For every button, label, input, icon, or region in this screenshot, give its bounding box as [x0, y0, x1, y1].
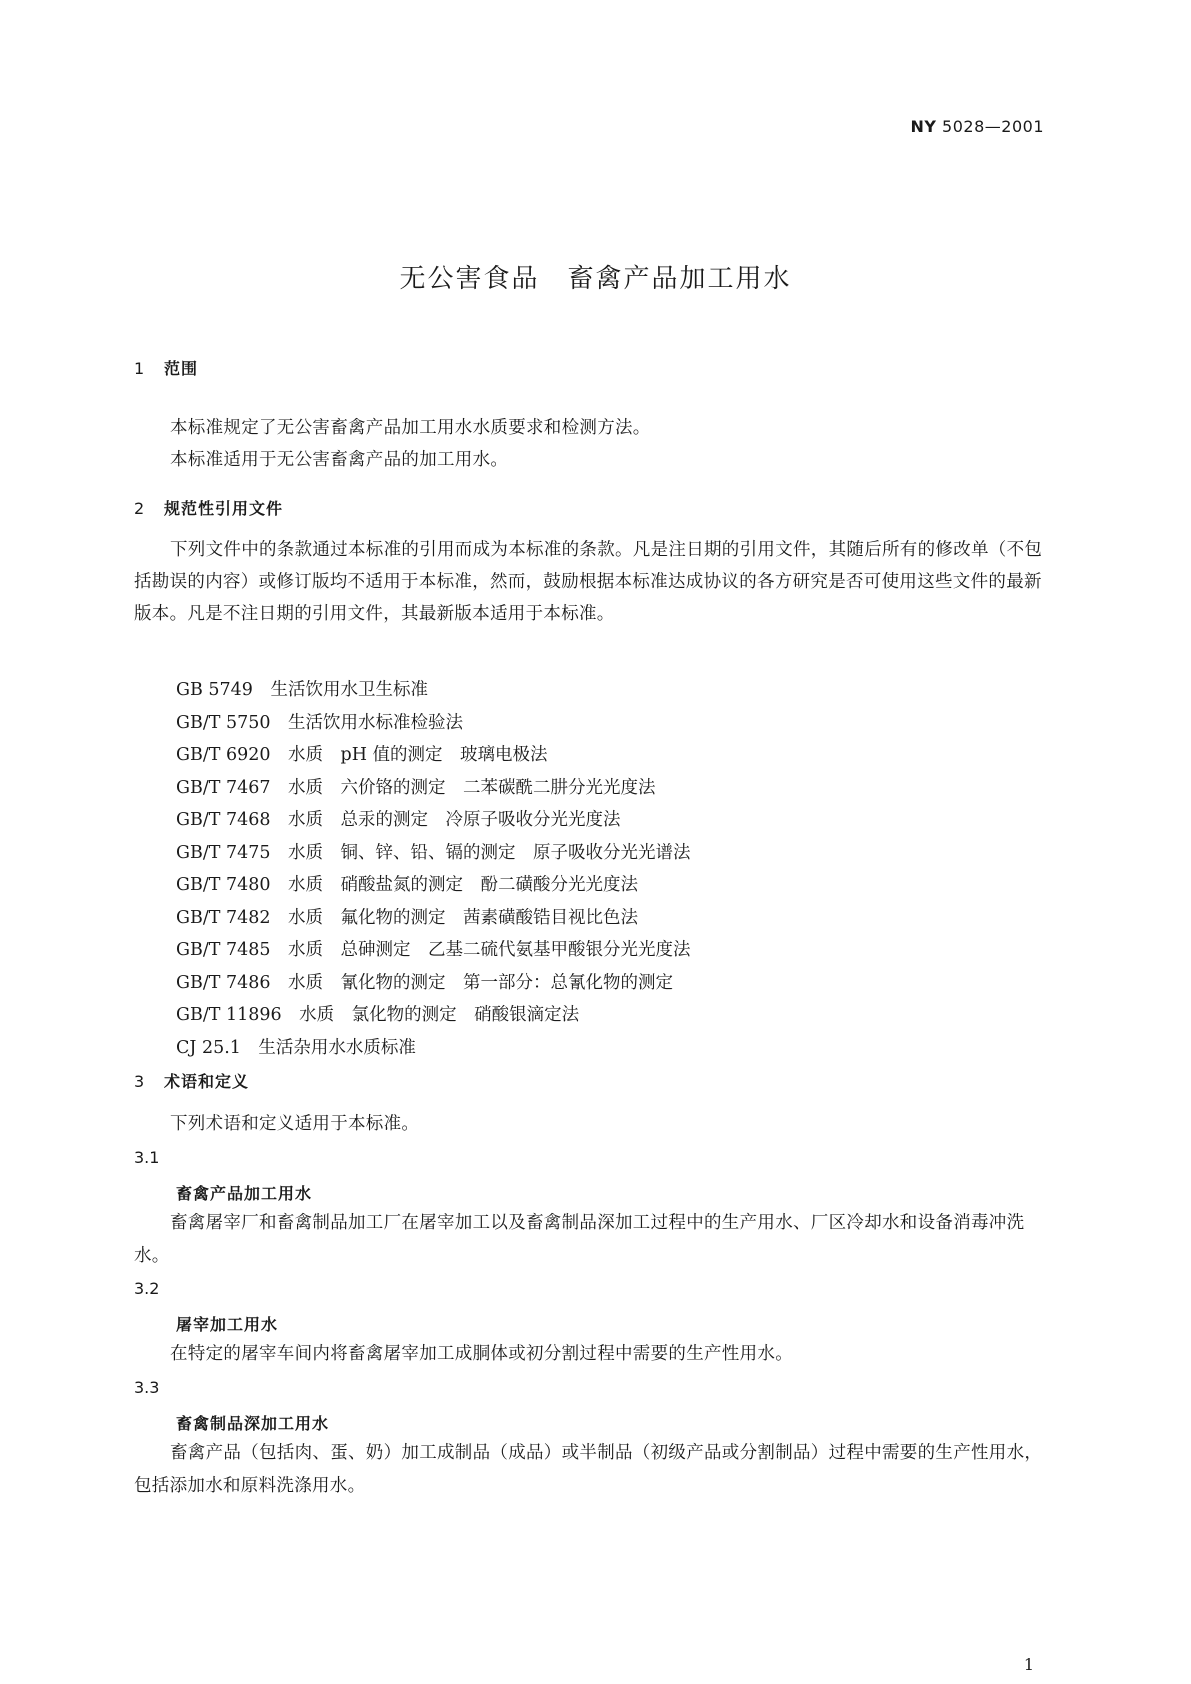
- section-2-intro: 下列文件中的条款通过本标准的引用而成为本标准的条款。凡是注日期的引用文件，其随后所有的修改单（不包括勘误的内容）或修订版均不适用于本标准，然而，鼓励根据本标准达成协议的各方研究是否可使用这些文件的最新版本。凡是不注日期的引用文件，其最新版本适用于本标准。: [134, 540, 1043, 624]
- reference-item: GB/T 7485 水质 总砷测定 乙基二硫代氨基甲酸银分光光度法: [176, 940, 691, 960]
- reference-item: GB/T 7480 水质 硝酸盐氮的测定 酚二磺酸分光光度法: [176, 875, 639, 895]
- reference-item: GB/T 6920 水质 pH 值的测定 玻璃电极法: [176, 745, 548, 765]
- section-3-intro: 下列术语和定义适用于本标准。: [170, 1114, 420, 1134]
- section-2-heading: [134, 496, 283, 519]
- reference-item: GB/T 7482 水质 氟化物的测定 茜素磺酸锆目视比色法: [176, 907, 639, 928]
- term-number: 3.3: [134, 1378, 160, 1397]
- reference-list: [176, 674, 691, 1064]
- reference-item: GB/T 11896 水质 氯化物的测定 硝酸银滴定法: [176, 1005, 580, 1025]
- term-name: 屠宰加工用水: [176, 1315, 279, 1334]
- term-number: 3.1: [134, 1148, 160, 1167]
- reference-item: GB 5749 生活饮用水卫生标准: [176, 680, 428, 700]
- section-1-title: 范围: [164, 359, 199, 378]
- section-1-paragraph-2: 本标准适用于无公害畜禽产品的加工用水。: [170, 450, 509, 470]
- reference-item: CJ 25.1 生活杂用水水质标准: [176, 1037, 416, 1058]
- reference-item: GB/T 5750 生活饮用水标准检验法: [176, 712, 464, 733]
- page-number: 1: [1023, 1655, 1034, 1674]
- section-2-title: 规范性引用文件: [164, 499, 284, 518]
- reference-item: GB/T 7467 水质 六价铬的测定 二苯碳酰二肼分光光度法: [176, 777, 656, 798]
- standard-code-number: 5028—2001: [936, 117, 1044, 136]
- section-1-heading: [134, 356, 198, 379]
- document-title: 无公害食品 畜禽产品加工用水: [399, 264, 792, 294]
- section-2-number: 2: [134, 499, 146, 518]
- term-number: 3.2: [134, 1279, 160, 1298]
- section-3-heading: [134, 1069, 249, 1092]
- term-definition: 在特定的屠宰车间内将畜禽屠宰加工成胴体或初分割过程中需要的生产性用水。: [170, 1344, 793, 1364]
- section-3-title: 术语和定义: [164, 1072, 250, 1091]
- section-1-paragraph-1: 本标准规定了无公害畜禽产品加工用水水质要求和检测方法。: [170, 418, 651, 438]
- standard-code: [910, 117, 1044, 136]
- term-name: 畜禽制品深加工用水: [176, 1414, 330, 1433]
- reference-item: GB/T 7475 水质 铜、锌、铅、镉的测定 原子吸收分光光谱法: [176, 842, 691, 863]
- section-1-number: 1: [134, 359, 146, 378]
- section-3-number: 3: [134, 1072, 146, 1091]
- term-definition: 畜禽产品（包括肉、蛋、奶）加工成制品（成品）或半制品（初级产品或分割制品）过程中需要的生产性用水，包括添加水和原料洗涤用水。: [134, 1443, 1043, 1496]
- term-definition: 畜禽屠宰厂和畜禽制品加工厂在屠宰加工以及畜禽制品深加工过程中的生产用水、厂区冷却水和设备消毒冲洗水。: [134, 1213, 1025, 1266]
- term-name: 畜禽产品加工用水: [176, 1184, 313, 1203]
- reference-item: GB/T 7468 水质 总汞的测定 冷原子吸收分光光度法: [176, 810, 621, 830]
- reference-item: GB/T 7486 水质 氰化物的测定 第一部分：总氰化物的测定: [176, 972, 674, 993]
- standard-code-prefix: NY: [910, 117, 937, 136]
